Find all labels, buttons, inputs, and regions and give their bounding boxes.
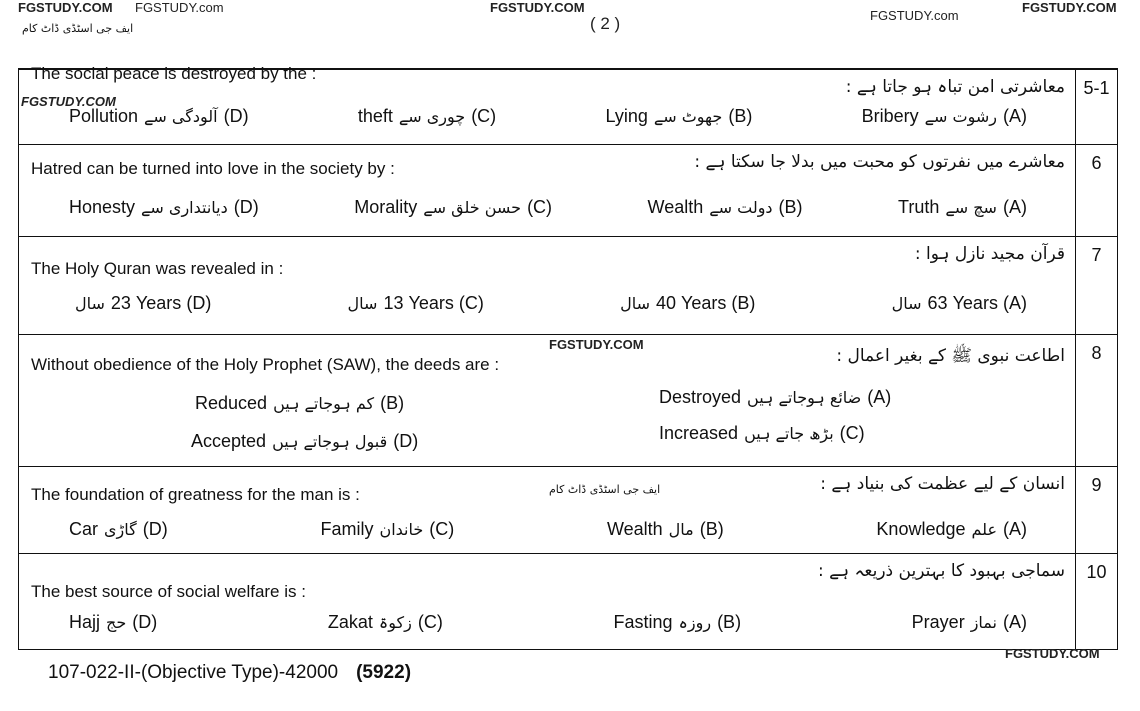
options	[69, 612, 1027, 633]
question-row	[19, 237, 1117, 335]
question-row	[19, 467, 1117, 554]
options	[69, 106, 1027, 127]
option-a[interactable]: Bribery رشوت سے (A)	[861, 106, 1027, 126]
watermark: FGSTUDY.com	[870, 8, 959, 23]
watermark: FGSTUDY.COM	[549, 337, 644, 352]
question-number: 5-1	[1075, 70, 1117, 144]
watermark: FGSTUDY.COM	[490, 0, 585, 15]
option-c[interactable]: سال 13 Years (C)	[347, 293, 484, 313]
question-english: The social peace is destroyed by the :	[31, 64, 317, 83]
option-b[interactable]: Reduced کم ہوجاتے ہیں (B)	[195, 393, 405, 413]
option-d[interactable]: Accepted قبول ہوجاتے ہیں (D)	[191, 431, 419, 451]
question-row	[19, 145, 1117, 237]
option-c[interactable]: Family خاندان (C)	[320, 519, 455, 539]
option-d[interactable]: Pollution آلودگی سے (D)	[69, 106, 249, 126]
watermark: FGSTUDY.COM	[1022, 0, 1117, 15]
question-english: The best source of social welfare is :	[31, 582, 306, 601]
question-urdu: معاشرے میں نفرتوں کو محبت میں بدلا جا سکتا ہے :	[694, 152, 1065, 172]
question-english: The foundation of greatness for the man is :	[31, 485, 360, 504]
question-number: 7	[1075, 237, 1117, 334]
option-d[interactable]: Car گاڑی (D)	[69, 519, 168, 539]
option-c[interactable]: Increased بڑھ جاتے ہیں (C)	[659, 423, 865, 443]
watermark: FGSTUDY.com	[135, 0, 224, 15]
question-urdu: انسان کے لیے عظمت کی بنیاد ہے :	[820, 474, 1065, 494]
question-number: 8	[1075, 335, 1117, 466]
paper-code	[48, 662, 411, 684]
option-b[interactable]: Fasting روزہ (B)	[613, 612, 742, 632]
question-number: 9	[1075, 467, 1117, 553]
option-b[interactable]: Wealth مال (B)	[606, 519, 724, 539]
option-d[interactable]: Honesty دیانتداری سے (D)	[69, 197, 259, 217]
option-c[interactable]: theft چوری سے (C)	[357, 106, 497, 126]
question-urdu: سماجی بہبود کا بہترین ذریعہ ہے :	[818, 561, 1065, 581]
option-a[interactable]: Destroyed ضائع ہوجاتے ہیں (A)	[659, 387, 892, 407]
option-d[interactable]: سال 23 Years (D)	[75, 293, 212, 313]
watermark: FGSTUDY.COM	[18, 0, 113, 15]
urdu-watermark: ایف جی اسٹڈی ڈاٹ کام	[22, 22, 134, 35]
watermark: FGSTUDY.COM	[21, 94, 116, 109]
paper-code-text: 107-022-II-(Objective Type)-42000	[48, 662, 339, 683]
option-b[interactable]: Lying جھوٹ سے (B)	[605, 106, 753, 126]
page-marker: ( 2 )	[590, 14, 621, 33]
question-urdu: اطاعت نبوی ﷺ کے بغیر اعمال :	[836, 346, 1065, 366]
option-b[interactable]: Wealth دولت سے (B)	[647, 197, 803, 217]
options	[69, 519, 1027, 540]
question-urdu: قرآن مجید نازل ہوا :	[914, 244, 1065, 264]
question-english: The Holy Quran was revealed in :	[31, 259, 284, 278]
question-urdu: معاشرتی امن تباہ ہو جاتا ہے :	[845, 77, 1065, 97]
question-english: Hatred can be turned into love in the society by :	[31, 159, 395, 178]
option-a[interactable]: سال 63 Years (A)	[891, 293, 1027, 313]
option-c[interactable]: Zakat زکوۃ (C)	[327, 612, 443, 632]
question-number: 6	[1075, 145, 1117, 236]
question-row	[19, 554, 1117, 650]
question-row	[19, 335, 1117, 467]
question-number: 10	[1075, 554, 1117, 650]
option-a[interactable]: Truth سچ سے (A)	[898, 197, 1027, 217]
question-english: Without obedience of the Holy Prophet (SAW), the deeds are :	[31, 355, 500, 374]
option-d[interactable]: Hajj حج (D)	[69, 612, 158, 632]
paper-number: (5922)	[356, 662, 412, 683]
option-a[interactable]: Prayer نماز (A)	[911, 612, 1027, 632]
options	[69, 293, 1027, 314]
option-c[interactable]: Morality حسن خلق سے (C)	[354, 197, 553, 217]
option-b[interactable]: سال 40 Years (B)	[620, 293, 756, 313]
watermark: FGSTUDY.COM	[1005, 646, 1100, 661]
question-table	[18, 64, 1118, 650]
option-a[interactable]: Knowledge علم (A)	[876, 519, 1027, 539]
options	[69, 197, 1027, 218]
question-row	[19, 64, 1117, 145]
urdu-watermark: ایف جی اسٹڈی ڈاٹ کام	[549, 483, 661, 496]
